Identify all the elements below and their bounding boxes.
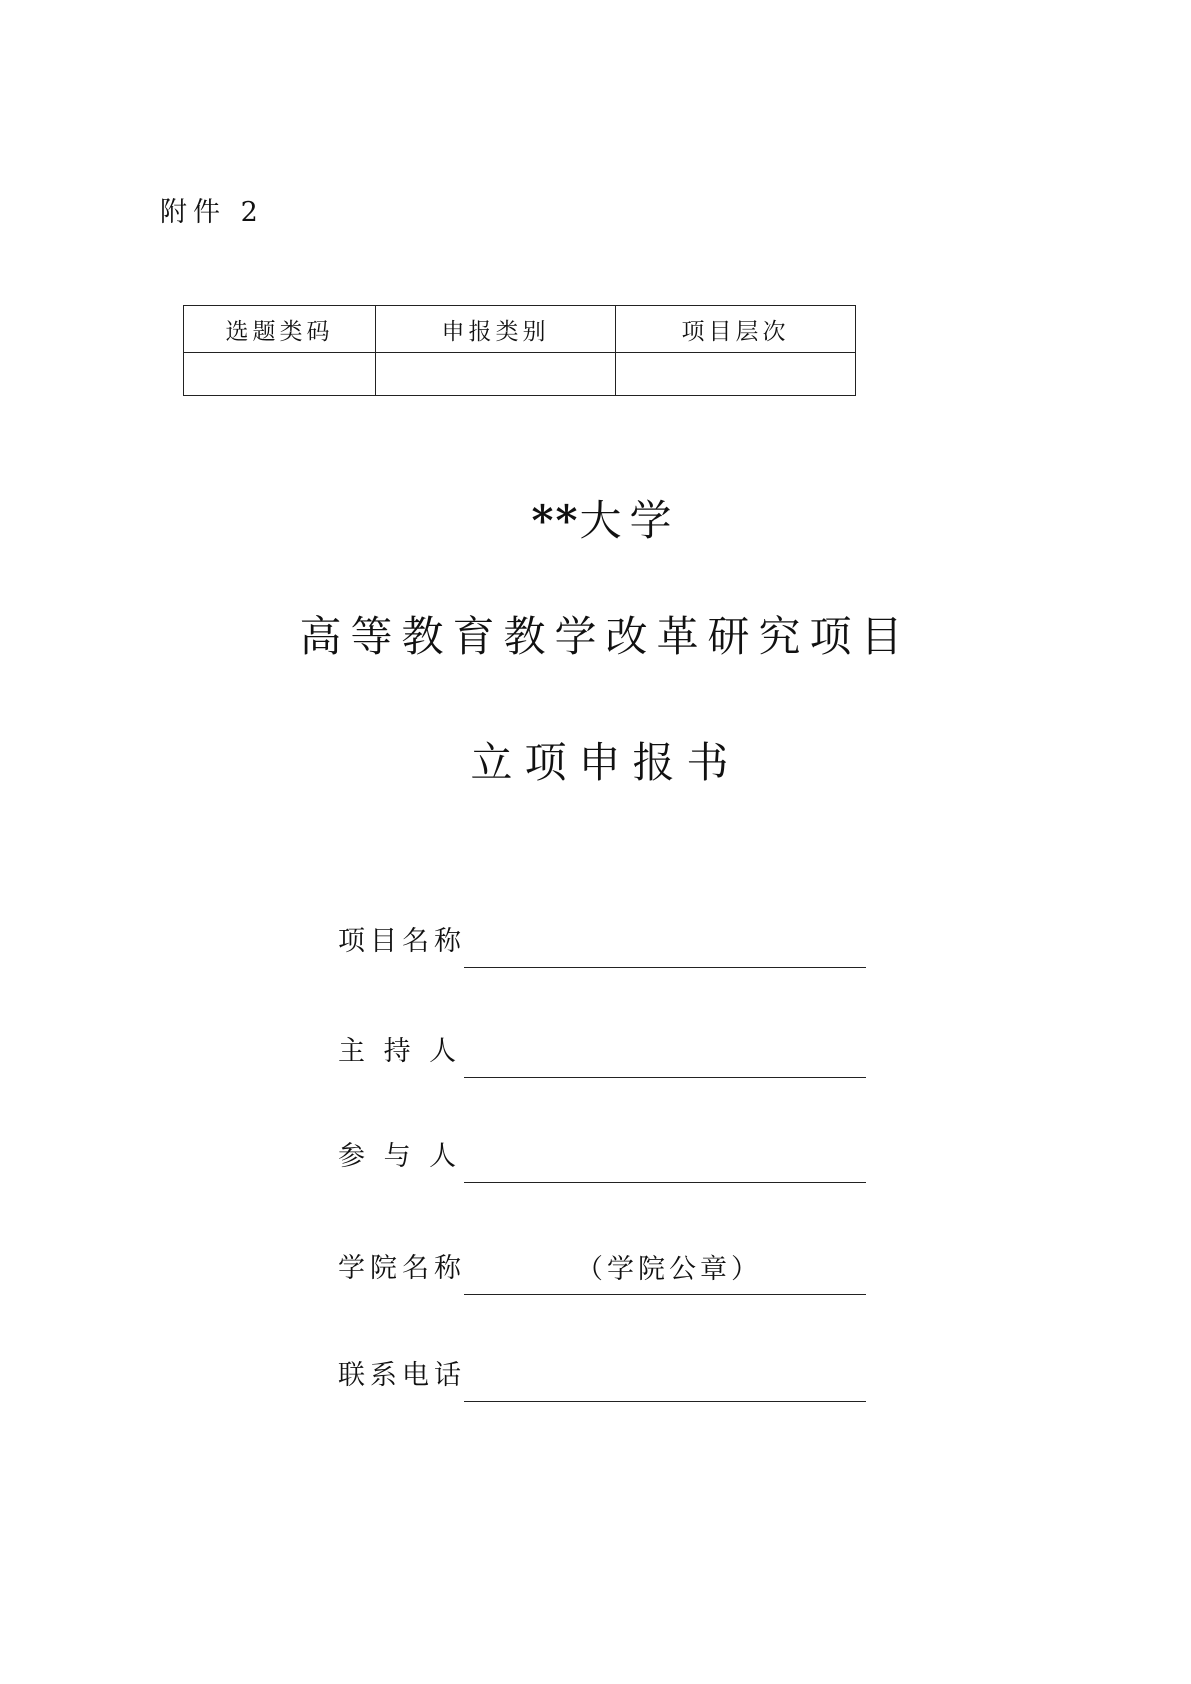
header-application-category: 申报类别 [376,306,616,353]
university-name-placeholder: ** [531,496,580,545]
value-application-category[interactable] [376,353,616,396]
field-phone [338,1352,866,1396]
host-label: 主 持 人 [338,1036,462,1067]
phone-line[interactable] [464,1361,866,1402]
field-project-name [338,918,866,962]
value-project-level[interactable] [616,353,856,396]
document-title-line2: 高等教育教学改革研究项目 [299,612,912,661]
value-topic-code[interactable] [184,353,376,396]
university-title [10,488,1191,548]
field-participants [338,1133,866,1177]
host-line[interactable] [464,1037,866,1078]
field-host [338,1028,866,1072]
college-name-line[interactable] [464,1254,866,1295]
classification-value-row [184,353,856,396]
participants-label: 参 与 人 [338,1141,462,1172]
header-topic-code: 选题类码 [184,306,376,353]
university-word: 大学 [579,496,680,545]
college-seal-hint: （学院公章） [576,1254,762,1285]
participants-line[interactable] [464,1142,866,1183]
field-college-name [338,1245,866,1289]
attachment-label: 附件 2 [160,197,264,228]
document-title-line3: 立项申报书 [470,738,741,787]
header-project-level: 项目层次 [616,306,856,353]
project-name-label: 项目名称 [338,926,466,957]
classification-header-row [184,306,856,353]
project-name-line[interactable] [464,927,866,968]
college-name-label: 学院名称 [338,1253,466,1284]
classification-table [183,305,856,396]
phone-label: 联系电话 [338,1360,466,1391]
